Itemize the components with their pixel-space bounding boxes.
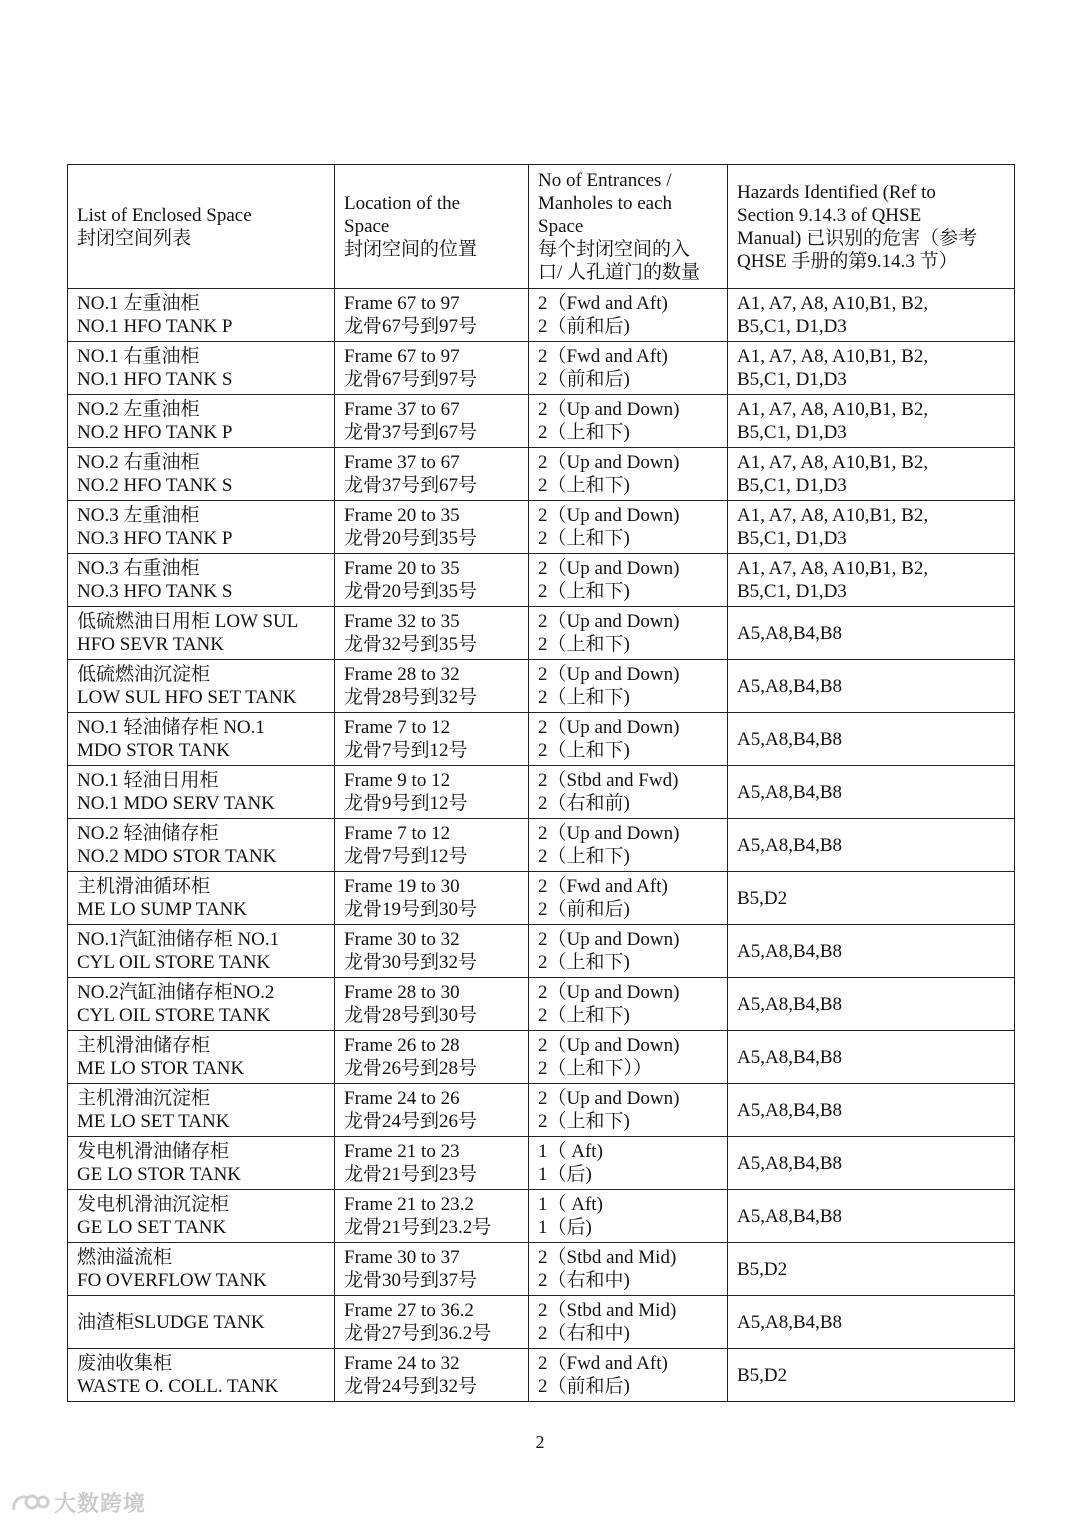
table-row bbox=[68, 448, 1015, 501]
table-row bbox=[68, 713, 1015, 766]
cell-hazards bbox=[728, 501, 1015, 554]
cell-space-name-line: 低硫燃油日用柜 LOW SUL bbox=[77, 611, 299, 632]
cell-space-name-line: NO.3 左重油柜 bbox=[77, 505, 200, 526]
cell-location-line: Frame 19 to 30 bbox=[344, 876, 460, 897]
cell-space-name-line: 主机滑油储存柜 bbox=[77, 1035, 211, 1056]
cell-entrances bbox=[529, 554, 728, 607]
cell-space-name-line: NO.1 HFO TANK P bbox=[77, 316, 233, 337]
cell-entrances bbox=[529, 766, 728, 819]
cell-hazards-line: A1, A7, A8, A10,B1, B2, bbox=[737, 346, 929, 367]
cell-location-line: 龙骨67号到97号 bbox=[344, 369, 478, 390]
cell-location-line: 龙骨9号到12号 bbox=[344, 793, 468, 814]
watermark bbox=[10, 1487, 146, 1518]
cell-location-line: Frame 9 to 12 bbox=[344, 770, 451, 791]
cell-space-name-line: NO.2 MDO STOR TANK bbox=[77, 846, 277, 867]
cell-hazards-line: A1, A7, A8, A10,B1, B2, bbox=[737, 399, 929, 420]
cell-location bbox=[335, 1349, 529, 1402]
cell-entrances bbox=[529, 501, 728, 554]
cell-hazards-line: A5,A8,B4,B8 bbox=[737, 622, 843, 644]
cell-entrances bbox=[529, 1190, 728, 1243]
cell-location-line: 龙骨37号到67号 bbox=[344, 422, 478, 443]
cell-space-name-line: NO.3 右重油柜 bbox=[77, 558, 200, 579]
cell-entrances-line: 2（上和下) bbox=[538, 634, 630, 655]
watermark-logo-icon bbox=[10, 1490, 50, 1516]
page-number: 2 bbox=[535, 1432, 545, 1452]
cell-hazards bbox=[728, 1243, 1015, 1296]
cell-space-name bbox=[68, 1031, 335, 1084]
cell-entrances bbox=[529, 1296, 728, 1349]
cell-entrances bbox=[529, 925, 728, 978]
cell-space-name-line: NO.1 HFO TANK S bbox=[77, 369, 233, 390]
cell-location bbox=[335, 289, 529, 342]
cell-hazards bbox=[728, 1137, 1015, 1190]
cell-location bbox=[335, 660, 529, 713]
cell-hazards-line: B5,C1, D1,D3 bbox=[737, 581, 847, 602]
header-location bbox=[335, 165, 529, 289]
cell-entrances bbox=[529, 1137, 728, 1190]
cell-hazards bbox=[728, 925, 1015, 978]
table-row bbox=[68, 1349, 1015, 1402]
cell-location-line: 龙骨20号到35号 bbox=[344, 528, 478, 549]
cell-location-line: 龙骨30号到32号 bbox=[344, 952, 478, 973]
cell-entrances bbox=[529, 1349, 728, 1402]
cell-space-name bbox=[68, 501, 335, 554]
cell-location-line: Frame 20 to 35 bbox=[344, 505, 460, 526]
cell-space-name-line: 发电机滑油沉淀柜 bbox=[77, 1194, 230, 1215]
cell-space-name bbox=[68, 1349, 335, 1402]
cell-location-line: 龙骨7号到12号 bbox=[344, 740, 468, 761]
cell-space-name-line: 废油收集柜 bbox=[77, 1353, 173, 1374]
cell-entrances-line: 2（Fwd and Aft) bbox=[538, 293, 668, 314]
cell-location-line: 龙骨28号到32号 bbox=[344, 687, 478, 708]
cell-entrances bbox=[529, 395, 728, 448]
cell-entrances-line: 2（上和下）） bbox=[538, 1058, 653, 1079]
cell-space-name bbox=[68, 448, 335, 501]
cell-entrances-line: 2（Up and Down) bbox=[538, 823, 680, 844]
cell-space-name-line: CYL OIL STORE TANK bbox=[77, 952, 271, 973]
cell-space-name bbox=[68, 978, 335, 1031]
cell-entrances-line: 2（Up and Down) bbox=[538, 982, 680, 1003]
cell-hazards bbox=[728, 1190, 1015, 1243]
header-line: Section 9.14.3 of QHSE bbox=[737, 204, 922, 226]
cell-entrances bbox=[529, 1243, 728, 1296]
cell-entrances-line: 2（Fwd and Aft) bbox=[538, 876, 668, 897]
cell-space-name-line: GE LO SET TANK bbox=[77, 1217, 227, 1238]
table-row bbox=[68, 342, 1015, 395]
table-row bbox=[68, 1243, 1015, 1296]
cell-location-line: Frame 7 to 12 bbox=[344, 823, 451, 844]
cell-location bbox=[335, 1084, 529, 1137]
table-row bbox=[68, 1296, 1015, 1349]
cell-space-name-line: 燃油溢流柜 bbox=[77, 1247, 173, 1268]
cell-hazards bbox=[728, 713, 1015, 766]
cell-location-line: 龙骨27号到36.2号 bbox=[344, 1323, 492, 1344]
cell-entrances-line: 2（Stbd and Mid) bbox=[538, 1247, 677, 1268]
cell-entrances-line: 2（前和后) bbox=[538, 899, 630, 920]
cell-entrances-line: 2（Stbd and Mid) bbox=[538, 1300, 677, 1321]
cell-location-line: Frame 37 to 67 bbox=[344, 452, 460, 473]
cell-space-name bbox=[68, 607, 335, 660]
cell-location-line: 龙骨30号到37号 bbox=[344, 1270, 478, 1291]
header-line: 每个封闭空间的入 bbox=[538, 239, 691, 260]
cell-entrances bbox=[529, 448, 728, 501]
cell-space-name bbox=[68, 342, 335, 395]
header-line: Manholes to each bbox=[538, 193, 673, 214]
table-row bbox=[68, 1084, 1015, 1137]
cell-entrances-line: 2（上和下) bbox=[538, 740, 630, 761]
cell-entrances-line: 2（前和后) bbox=[538, 1376, 630, 1397]
header-line: List of Enclosed Space bbox=[77, 204, 252, 226]
cell-location-line: 龙骨21号到23号 bbox=[344, 1164, 478, 1185]
table-row bbox=[68, 660, 1015, 713]
cell-space-name-line: LOW SUL HFO SET TANK bbox=[77, 687, 297, 708]
cell-space-name-line: NO.1 MDO SERV TANK bbox=[77, 793, 275, 814]
cell-hazards-line: A5,A8,B4,B8 bbox=[737, 940, 843, 962]
cell-space-name-line: 主机滑油沉淀柜 bbox=[77, 1088, 211, 1109]
cell-location-line: 龙骨21号到23.2号 bbox=[344, 1217, 492, 1238]
cell-hazards bbox=[728, 819, 1015, 872]
cell-entrances-line: 2（上和下) bbox=[538, 687, 630, 708]
cell-location-line: Frame 67 to 97 bbox=[344, 293, 460, 314]
cell-space-name bbox=[68, 819, 335, 872]
cell-space-name bbox=[68, 1243, 335, 1296]
header-enclosed-space bbox=[68, 165, 335, 289]
cell-hazards-line: B5,C1, D1,D3 bbox=[737, 475, 847, 496]
cell-space-name-line: HFO SEVR TANK bbox=[77, 634, 224, 655]
cell-location bbox=[335, 395, 529, 448]
cell-entrances bbox=[529, 1084, 728, 1137]
cell-space-name bbox=[68, 1137, 335, 1190]
cell-entrances bbox=[529, 1031, 728, 1084]
cell-location-line: 龙骨24号到32号 bbox=[344, 1376, 478, 1397]
cell-hazards bbox=[728, 872, 1015, 925]
table-row bbox=[68, 978, 1015, 1031]
cell-space-name-line: NO.2汽缸油储存柜NO.2 bbox=[77, 982, 275, 1003]
header-entrances bbox=[529, 165, 728, 289]
cell-hazards bbox=[728, 554, 1015, 607]
cell-location bbox=[335, 1190, 529, 1243]
cell-hazards bbox=[728, 342, 1015, 395]
header-line: 口/ 人孔道门的数量 bbox=[538, 262, 701, 283]
cell-entrances-line: 2（Up and Down) bbox=[538, 717, 680, 738]
cell-space-name bbox=[68, 713, 335, 766]
cell-space-name-line: MDO STOR TANK bbox=[77, 740, 230, 761]
cell-hazards bbox=[728, 607, 1015, 660]
cell-space-name-line: ME LO SUMP TANK bbox=[77, 899, 248, 920]
cell-location bbox=[335, 1031, 529, 1084]
cell-entrances-line: 1（后) bbox=[538, 1164, 592, 1185]
cell-hazards bbox=[728, 1084, 1015, 1137]
cell-entrances bbox=[529, 819, 728, 872]
cell-space-name bbox=[68, 289, 335, 342]
cell-location bbox=[335, 501, 529, 554]
cell-space-name-line: NO.1 轻油储存柜 NO.1 bbox=[77, 717, 265, 738]
cell-location bbox=[335, 342, 529, 395]
cell-location bbox=[335, 766, 529, 819]
cell-location bbox=[335, 925, 529, 978]
cell-entrances-line: 2（Up and Down) bbox=[538, 1088, 680, 1109]
enclosed-space-table bbox=[67, 164, 1015, 1402]
cell-entrances-line: 1（ Aft) bbox=[538, 1141, 603, 1162]
cell-entrances-line: 2（上和下) bbox=[538, 581, 630, 602]
cell-entrances-line: 2（上和下) bbox=[538, 846, 630, 867]
cell-space-name-line: NO.1 左重油柜 bbox=[77, 293, 200, 314]
table-row bbox=[68, 1137, 1015, 1190]
cell-entrances bbox=[529, 289, 728, 342]
cell-location bbox=[335, 872, 529, 925]
cell-entrances-line: 2（Fwd and Aft) bbox=[538, 346, 668, 367]
cell-entrances-line: 1（ Aft) bbox=[538, 1194, 603, 1215]
cell-location-line: Frame 37 to 67 bbox=[344, 399, 460, 420]
table-row bbox=[68, 607, 1015, 660]
cell-entrances bbox=[529, 342, 728, 395]
cell-entrances-line: 2（前和后) bbox=[538, 369, 630, 390]
cell-hazards-line: B5,D2 bbox=[737, 1364, 788, 1386]
cell-space-name-line: NO.3 HFO TANK S bbox=[77, 581, 233, 602]
table-header-row bbox=[68, 165, 1015, 289]
cell-space-name-line: WASTE O. COLL. TANK bbox=[77, 1376, 279, 1397]
cell-space-name-line: 发电机滑油储存柜 bbox=[77, 1141, 230, 1162]
cell-hazards-line: A5,A8,B4,B8 bbox=[737, 675, 843, 697]
cell-location-line: 龙骨24号到26号 bbox=[344, 1111, 478, 1132]
cell-entrances-line: 2（Up and Down) bbox=[538, 505, 680, 526]
cell-hazards-line: B5,D2 bbox=[737, 887, 788, 909]
cell-hazards-line: A5,A8,B4,B8 bbox=[737, 1099, 843, 1121]
cell-hazards bbox=[728, 766, 1015, 819]
cell-space-name-line: NO.2 轻油储存柜 bbox=[77, 823, 219, 844]
cell-space-name-line: NO.2 左重油柜 bbox=[77, 399, 200, 420]
cell-location-line: Frame 30 to 37 bbox=[344, 1247, 460, 1268]
cell-hazards-line: A5,A8,B4,B8 bbox=[737, 781, 843, 803]
table-row bbox=[68, 819, 1015, 872]
cell-space-name bbox=[68, 395, 335, 448]
cell-space-name-line: ME LO SET TANK bbox=[77, 1111, 230, 1132]
cell-entrances-line: 2（Up and Down) bbox=[538, 1035, 680, 1056]
cell-entrances-line: 2（Up and Down) bbox=[538, 452, 680, 473]
cell-entrances-line: 2（上和下) bbox=[538, 475, 630, 496]
cell-entrances-line: 2（上和下) bbox=[538, 1005, 630, 1026]
header-line: Location of the bbox=[344, 193, 461, 214]
cell-entrances-line: 2（Stbd and Fwd) bbox=[538, 770, 679, 791]
cell-hazards-line: A1, A7, A8, A10,B1, B2, bbox=[737, 505, 929, 526]
cell-hazards-line: A5,A8,B4,B8 bbox=[737, 728, 843, 750]
cell-space-name-line: NO.2 HFO TANK P bbox=[77, 422, 233, 443]
cell-hazards-line: A1, A7, A8, A10,B1, B2, bbox=[737, 558, 929, 579]
cell-space-name-line: ME LO STOR TANK bbox=[77, 1058, 245, 1079]
cell-hazards-line: B5,C1, D1,D3 bbox=[737, 316, 847, 337]
cell-hazards-line: B5,C1, D1,D3 bbox=[737, 369, 847, 390]
cell-space-name bbox=[68, 1296, 335, 1349]
header-line: Space bbox=[344, 216, 390, 237]
cell-space-name-line: NO.1汽缸油储存柜 NO.1 bbox=[77, 929, 280, 950]
table-row bbox=[68, 766, 1015, 819]
cell-hazards-line: A5,A8,B4,B8 bbox=[737, 834, 843, 856]
cell-space-name-line: NO.2 HFO TANK S bbox=[77, 475, 233, 496]
cell-space-name-line: NO.1 右重油柜 bbox=[77, 346, 200, 367]
cell-location-line: Frame 24 to 32 bbox=[344, 1353, 460, 1374]
cell-location-line: 龙骨67号到97号 bbox=[344, 316, 478, 337]
header-line: No of Entrances / bbox=[538, 170, 672, 191]
header-hazards bbox=[728, 165, 1015, 289]
cell-location-line: Frame 32 to 35 bbox=[344, 611, 460, 632]
cell-location bbox=[335, 1137, 529, 1190]
cell-hazards bbox=[728, 289, 1015, 342]
table-row bbox=[68, 395, 1015, 448]
cell-location-line: Frame 24 to 26 bbox=[344, 1088, 460, 1109]
cell-location bbox=[335, 554, 529, 607]
cell-entrances bbox=[529, 660, 728, 713]
cell-space-name-line: GE LO STOR TANK bbox=[77, 1164, 242, 1185]
header-line: 封闭空间列表 bbox=[77, 227, 192, 249]
cell-location bbox=[335, 448, 529, 501]
cell-location-line: 龙骨7号到12号 bbox=[344, 846, 468, 867]
cell-space-name bbox=[68, 1084, 335, 1137]
cell-location-line: Frame 28 to 30 bbox=[344, 982, 460, 1003]
header-line: Hazards Identified (Ref to bbox=[737, 181, 936, 203]
cell-hazards bbox=[728, 448, 1015, 501]
cell-space-name bbox=[68, 554, 335, 607]
cell-entrances-line: 2（Up and Down) bbox=[538, 664, 680, 685]
cell-hazards bbox=[728, 1349, 1015, 1402]
cell-location-line: Frame 26 to 28 bbox=[344, 1035, 460, 1056]
cell-location-line: 龙骨37号到67号 bbox=[344, 475, 478, 496]
cell-hazards-line: B5,C1, D1,D3 bbox=[737, 422, 847, 443]
cell-location bbox=[335, 1296, 529, 1349]
cell-space-name-line: FO OVERFLOW TANK bbox=[77, 1270, 267, 1291]
cell-hazards-line: A1, A7, A8, A10,B1, B2, bbox=[737, 293, 929, 314]
cell-location-line: Frame 27 to 36.2 bbox=[344, 1300, 474, 1321]
cell-space-name bbox=[68, 660, 335, 713]
cell-entrances-line: 2（Up and Down) bbox=[538, 929, 680, 950]
cell-entrances-line: 2（上和下) bbox=[538, 528, 630, 549]
cell-space-name-line: NO.2 右重油柜 bbox=[77, 452, 200, 473]
cell-entrances bbox=[529, 713, 728, 766]
cell-hazards-line: A1, A7, A8, A10,B1, B2, bbox=[737, 452, 929, 473]
cell-location-line: Frame 20 to 35 bbox=[344, 558, 460, 579]
cell-location-line: Frame 67 to 97 bbox=[344, 346, 460, 367]
cell-hazards-line: A5,A8,B4,B8 bbox=[737, 1311, 843, 1333]
watermark-text: 大数跨境 bbox=[54, 1492, 147, 1517]
cell-space-name bbox=[68, 925, 335, 978]
cell-hazards-line: A5,A8,B4,B8 bbox=[737, 1046, 843, 1068]
cell-space-name bbox=[68, 1190, 335, 1243]
cell-space-name-line: NO.1 轻油日用柜 bbox=[77, 770, 219, 791]
cell-entrances-line: 2（右和中) bbox=[538, 1270, 630, 1291]
cell-hazards bbox=[728, 395, 1015, 448]
table-row bbox=[68, 872, 1015, 925]
cell-location bbox=[335, 1243, 529, 1296]
cell-hazards bbox=[728, 1031, 1015, 1084]
cell-location-line: 龙骨26号到28号 bbox=[344, 1058, 478, 1079]
cell-hazards bbox=[728, 1296, 1015, 1349]
cell-location-line: Frame 30 to 32 bbox=[344, 929, 460, 950]
cell-space-name bbox=[68, 872, 335, 925]
cell-entrances-line: 2（右和中) bbox=[538, 1323, 630, 1344]
table-row bbox=[68, 289, 1015, 342]
cell-location-line: 龙骨19号到30号 bbox=[344, 899, 478, 920]
cell-hazards-line: A5,A8,B4,B8 bbox=[737, 1152, 843, 1174]
cell-hazards bbox=[728, 660, 1015, 713]
cell-location-line: Frame 21 to 23.2 bbox=[344, 1194, 474, 1215]
cell-hazards-line: A5,A8,B4,B8 bbox=[737, 993, 843, 1015]
cell-entrances-line: 2（前和后) bbox=[538, 316, 630, 337]
cell-hazards bbox=[728, 978, 1015, 1031]
table-row bbox=[68, 554, 1015, 607]
cell-hazards-line: B5,D2 bbox=[737, 1258, 788, 1280]
cell-location-line: 龙骨32号到35号 bbox=[344, 634, 478, 655]
cell-space-name-line: 低硫燃油沉淀柜 bbox=[77, 664, 211, 685]
cell-entrances-line: 2（上和下) bbox=[538, 1111, 630, 1132]
cell-entrances-line: 2（Up and Down) bbox=[538, 558, 680, 579]
cell-location-line: Frame 28 to 32 bbox=[344, 664, 460, 685]
cell-space-name-line: CYL OIL STORE TANK bbox=[77, 1005, 271, 1026]
cell-entrances bbox=[529, 978, 728, 1031]
cell-hazards-line: A5,A8,B4,B8 bbox=[737, 1205, 843, 1227]
cell-entrances-line: 2（Fwd and Aft) bbox=[538, 1353, 668, 1374]
cell-location bbox=[335, 978, 529, 1031]
cell-entrances-line: 2（Up and Down) bbox=[538, 611, 680, 632]
cell-entrances bbox=[529, 872, 728, 925]
cell-space-name-line: 主机滑油循环柜 bbox=[77, 876, 211, 897]
cell-location-line: Frame 7 to 12 bbox=[344, 717, 451, 738]
header-line: QHSE 手册的第9.14.3 节） bbox=[737, 250, 958, 272]
table-row bbox=[68, 501, 1015, 554]
cell-entrances-line: 1（后) bbox=[538, 1217, 592, 1238]
cell-location bbox=[335, 713, 529, 766]
table-row bbox=[68, 1031, 1015, 1084]
cell-space-name bbox=[68, 766, 335, 819]
header-line: Manual) 已识别的危害（参考 bbox=[737, 227, 978, 249]
cell-entrances-line: 2（上和下) bbox=[538, 422, 630, 443]
table-body bbox=[68, 289, 1015, 1402]
cell-location-line: Frame 21 to 23 bbox=[344, 1141, 460, 1162]
cell-hazards-line: B5,C1, D1,D3 bbox=[737, 528, 847, 549]
cell-entrances-line: 2（右和前) bbox=[538, 793, 630, 814]
cell-location bbox=[335, 819, 529, 872]
cell-space-name-line: NO.3 HFO TANK P bbox=[77, 528, 233, 549]
header-line: Space bbox=[538, 216, 584, 237]
cell-location-line: 龙骨20号到35号 bbox=[344, 581, 478, 602]
header-line: 封闭空间的位置 bbox=[344, 239, 478, 260]
cell-location bbox=[335, 607, 529, 660]
cell-entrances-line: 2（上和下) bbox=[538, 952, 630, 973]
cell-entrances bbox=[529, 607, 728, 660]
table-row bbox=[68, 925, 1015, 978]
table-row bbox=[68, 1190, 1015, 1243]
cell-space-name-line: 油渣柜SLUDGE TANK bbox=[77, 1311, 265, 1333]
cell-entrances-line: 2（Up and Down) bbox=[538, 399, 680, 420]
cell-location-line: 龙骨28号到30号 bbox=[344, 1005, 478, 1026]
